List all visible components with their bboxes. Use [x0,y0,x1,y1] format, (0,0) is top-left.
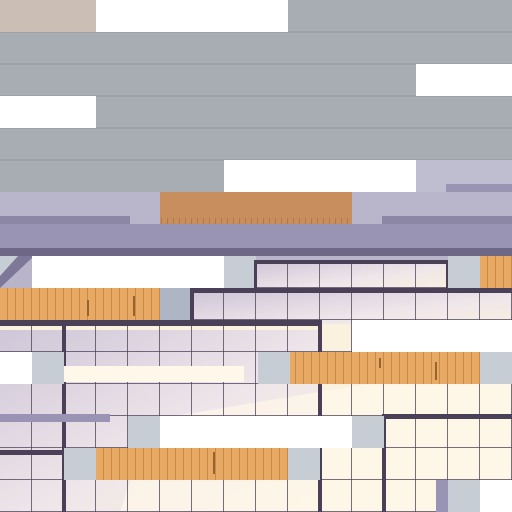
wood-louvers-bottom [96,448,288,480]
light-band [64,366,244,382]
white-panel [96,0,288,32]
white-panel [224,160,416,192]
white-panel [0,352,32,384]
white-panel [0,96,96,128]
white-panel [480,480,512,512]
white-panel [416,64,512,96]
white-panel [352,320,512,352]
white-panel [160,416,352,448]
rooftop-wood-deck [160,192,352,222]
tan-block [0,0,96,32]
wood-louvers-left [0,288,160,320]
wood-louvers-center [290,352,480,384]
white-panel [32,256,224,288]
